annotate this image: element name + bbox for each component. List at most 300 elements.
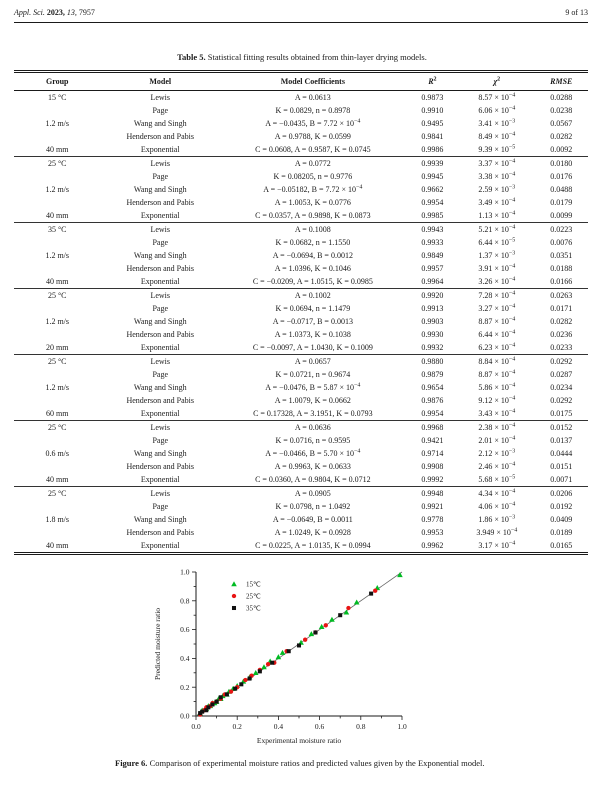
journal-pagenum: 7957 — [78, 8, 95, 17]
table-caption-label: Table 5. — [177, 52, 206, 62]
cell-rmse: 0.0192 — [550, 502, 573, 511]
cell-r2: 0.9654 — [421, 383, 444, 392]
cell-model: Exponential — [140, 343, 180, 352]
cell-group — [14, 104, 100, 117]
cell-group: 25 °C — [14, 421, 100, 435]
cell-group — [14, 368, 100, 381]
cell-coefficients: C = 0.0357, A = 0.9898, K = 0.0873 — [255, 211, 371, 220]
cell-coefficients: A = 0.0657 — [220, 355, 406, 369]
table-row — [14, 223, 588, 237]
cell-rmse: 0.0092 — [550, 145, 573, 154]
cell-chi2: $3.41 \times 10^{-3}$ — [478, 118, 516, 128]
cell-r2: 0.9954 — [421, 409, 444, 418]
running-head — [14, 8, 588, 17]
cell-r2: 0.9920 — [406, 289, 459, 303]
cell-chi2: $1.86 \times 10^{-3}$ — [478, 514, 516, 524]
table-row — [14, 183, 588, 196]
data-point — [373, 589, 377, 593]
cell-model: Page — [152, 172, 169, 181]
table-row — [14, 104, 588, 117]
table-row — [14, 394, 588, 407]
column-header: $\chi^2$ — [459, 72, 534, 91]
cell-coefficients: C = −0.0209, A = 1.0515, K = 0.0985 — [252, 277, 373, 286]
cell-rmse: 0.0180 — [535, 157, 588, 171]
cell-rmse: 0.0206 — [535, 487, 588, 501]
figure-caption-label: Figure 6. — [115, 758, 148, 768]
cell-model: Exponential — [140, 277, 180, 286]
cell-model: Lewis — [100, 487, 220, 501]
cell-coefficients: A = −0.0649, B = 0.0011 — [272, 515, 353, 524]
cell-coefficients: K = 0.0798, n = 1.0492 — [275, 502, 351, 511]
table-body — [14, 91, 588, 554]
cell-rmse: 0.0179 — [550, 198, 573, 207]
column-header: Model Coefficients — [220, 72, 406, 91]
cell-r2: 0.9495 — [421, 119, 444, 128]
cell-chi2: $3.38 \times 10^{-4}$ — [478, 171, 516, 181]
cell-group — [14, 500, 100, 513]
cell-group — [14, 526, 100, 539]
cell-group: 40 mm — [46, 211, 69, 220]
cell-chi2: $4.06 \times 10^{-4}$ — [478, 501, 516, 511]
figure-6-chart — [150, 562, 440, 754]
journal-year: 2023, — [46, 8, 65, 17]
scatter-plot — [150, 562, 440, 754]
cell-coefficients: A = 0.1008 — [220, 223, 406, 237]
cell-model: Page — [152, 106, 169, 115]
cell-chi2: $5.21 \times 10^{-4}$ — [459, 223, 534, 237]
cell-chi2: $6.06 \times 10^{-4}$ — [478, 105, 516, 115]
data-point — [233, 687, 237, 691]
x-axis-label: Experimental moisture ratio — [256, 736, 342, 745]
cell-chi2: $2.38 \times 10^{-4}$ — [459, 421, 534, 435]
cell-group: 1.2 m/s — [45, 185, 70, 194]
cell-rmse: 0.0351 — [550, 251, 573, 260]
data-point — [229, 689, 233, 693]
cell-r2: 0.9933 — [421, 238, 444, 247]
cell-coefficients: C = −0.0097, A = 1.0430, K = 0.1009 — [252, 343, 373, 352]
data-point — [266, 662, 270, 666]
cell-model: Wang and Singh — [133, 449, 187, 458]
table-row — [14, 289, 588, 303]
cell-r2: 0.9841 — [421, 132, 444, 141]
cell-r2: 0.9985 — [421, 211, 444, 220]
cell-rmse: 0.0151 — [550, 462, 573, 471]
cell-r2: 0.9662 — [421, 185, 444, 194]
data-point — [239, 682, 243, 686]
table-row — [14, 143, 588, 157]
cell-rmse: 0.0287 — [550, 370, 573, 379]
cell-chi2: $9.39 \times 10^{-5}$ — [478, 144, 516, 154]
cell-rmse: 0.0137 — [550, 436, 573, 445]
table-header-row — [14, 72, 588, 91]
data-point — [258, 669, 262, 673]
cell-model: Lewis — [100, 355, 220, 369]
cell-model: Wang and Singh — [133, 119, 187, 128]
cell-coefficients: A = 0.0772 — [220, 157, 406, 171]
cell-model: Exponential — [140, 475, 180, 484]
table-caption-text: Statistical fitting results obtained from thin-layer drying models. — [207, 52, 427, 62]
column-header: RMSE — [535, 72, 588, 91]
cell-group — [14, 394, 100, 407]
cell-r2: 0.9954 — [421, 198, 444, 207]
cell-rmse: 0.0233 — [550, 343, 573, 352]
cell-chi2: $3.26 \times 10^{-4}$ — [478, 276, 516, 286]
cell-coefficients: A = 0.9788, K = 0.0599 — [274, 132, 351, 141]
data-point — [219, 695, 223, 699]
cell-group: 40 mm — [46, 277, 69, 286]
cell-coefficients: A = 1.0249, K = 0.0928 — [274, 528, 351, 537]
cell-r2: 0.9778 — [421, 515, 444, 524]
table-row — [14, 209, 588, 223]
cell-r2: 0.9876 — [421, 396, 444, 405]
page-indicator: 9 of 13 — [565, 8, 588, 17]
cell-r2: 0.9948 — [406, 487, 459, 501]
cell-chi2: $6.23 \times 10^{-4}$ — [478, 342, 516, 352]
journal-citation — [14, 8, 95, 17]
cell-rmse: 0.0282 — [550, 132, 573, 141]
cell-group — [14, 262, 100, 275]
header-rule — [14, 22, 588, 23]
cell-coefficients: A = 0.9963, K = 0.0633 — [274, 462, 351, 471]
table-caption — [0, 52, 604, 62]
cell-rmse: 0.0152 — [535, 421, 588, 435]
cell-r2: 0.9962 — [421, 541, 444, 550]
cell-model: Henderson and Pabis — [126, 462, 195, 471]
cell-model: Henderson and Pabis — [126, 132, 195, 141]
cell-chi2: $7.28 \times 10^{-4}$ — [459, 289, 534, 303]
data-point — [287, 649, 291, 653]
legend-marker — [232, 594, 236, 598]
table-row — [14, 355, 588, 369]
cell-model: Henderson and Pabis — [126, 396, 195, 405]
table-row — [14, 130, 588, 143]
cell-group — [14, 130, 100, 143]
cell-rmse: 0.0171 — [550, 304, 573, 313]
cell-r2: 0.9939 — [406, 157, 459, 171]
cell-coefficients: A = −0.0476, $B = 5.87 \times 10^{-4}$ — [265, 382, 361, 392]
cell-group — [14, 236, 100, 249]
table-row — [14, 421, 588, 435]
cell-rmse: 0.0292 — [535, 355, 588, 369]
table-row — [14, 341, 588, 355]
cell-group: 25 °C — [14, 355, 100, 369]
cell-rmse: 0.0076 — [550, 238, 573, 247]
cell-r2: 0.9921 — [421, 502, 444, 511]
cell-rmse: 0.0234 — [550, 383, 573, 392]
column-header: $R^2$ — [406, 72, 459, 91]
cell-coefficients: K = 0.0694, n = 1.1479 — [275, 304, 351, 313]
cell-model: Wang and Singh — [133, 383, 187, 392]
cell-rmse: 0.0189 — [550, 528, 573, 537]
cell-group — [14, 196, 100, 209]
table-row — [14, 473, 588, 487]
cell-model: Henderson and Pabis — [126, 528, 195, 537]
table-row — [14, 170, 588, 183]
table-header — [14, 72, 588, 91]
table-row — [14, 407, 588, 421]
cell-group: 60 mm — [46, 409, 69, 418]
table-row — [14, 513, 588, 526]
legend-label: 25℃ — [246, 592, 261, 601]
cell-r2: 0.9943 — [406, 223, 459, 237]
cell-group: 15 °C — [14, 91, 100, 105]
cell-model: Exponential — [140, 409, 180, 418]
table-row — [14, 315, 588, 328]
cell-group: 1.2 m/s — [45, 383, 70, 392]
data-point — [210, 702, 214, 706]
cell-chi2: $3.43 \times 10^{-4}$ — [478, 408, 516, 418]
cell-r2: 0.9986 — [421, 145, 444, 154]
cell-chi2: $8.87 \times 10^{-4}$ — [478, 316, 516, 326]
cell-chi2: $2.59 \times 10^{-3}$ — [478, 184, 516, 194]
cell-model: Henderson and Pabis — [126, 264, 195, 273]
cell-model: Wang and Singh — [133, 317, 187, 326]
cell-model: Page — [152, 238, 169, 247]
cell-group: 1.8 m/s — [45, 515, 70, 524]
y-tick-label: 0.2 — [180, 682, 190, 692]
cell-rmse: 0.0236 — [550, 330, 573, 339]
legend-marker — [232, 606, 236, 610]
table-row — [14, 236, 588, 249]
cell-coefficients: K = 0.0682, n = 1.1550 — [275, 238, 351, 247]
cell-chi2: $5.86 \times 10^{-4}$ — [478, 382, 516, 392]
cell-rmse: 0.0444 — [550, 449, 573, 458]
cell-r2: 0.9873 — [406, 91, 459, 105]
table-row — [14, 262, 588, 275]
cell-group — [14, 328, 100, 341]
cell-rmse: 0.0409 — [550, 515, 573, 524]
table-row — [14, 302, 588, 315]
cell-chi2: $1.37 \times 10^{-3}$ — [478, 250, 516, 260]
journal-name: Appl. Sci. — [14, 8, 45, 17]
data-point — [215, 700, 219, 704]
cell-coefficients: A = −0.0717, B = 0.0013 — [272, 317, 353, 326]
x-tick-label: 0.6 — [314, 722, 325, 731]
cell-chi2: $3.27 \times 10^{-4}$ — [478, 303, 516, 313]
cell-model: Lewis — [100, 421, 220, 435]
cell-coefficients: C = 0.17328, A = 3.1951, K = 0.0793 — [253, 409, 373, 418]
cell-chi2: $8.84 \times 10^{-4}$ — [459, 355, 534, 369]
data-point — [313, 630, 317, 634]
cell-model: Page — [152, 370, 169, 379]
cell-coefficients: K = 0.08205, n = 0.9776 — [273, 172, 353, 181]
cell-chi2: $9.12 \times 10^{-4}$ — [478, 395, 516, 405]
x-tick-label: 1.0 — [397, 722, 407, 731]
cell-group: 1.2 m/s — [45, 119, 70, 128]
table-row — [14, 117, 588, 130]
data-point — [346, 606, 350, 610]
x-tick-label: 0.2 — [232, 722, 242, 731]
cell-coefficients: C = 0.0225, A = 1.0135, K = 0.0994 — [255, 541, 371, 550]
legend-label: 35℃ — [246, 604, 261, 613]
cell-group — [14, 434, 100, 447]
column-header: Model — [100, 72, 220, 91]
cell-coefficients: C = 0.0360, A = 0.9804, K = 0.0712 — [255, 475, 371, 484]
cell-rmse: 0.0071 — [550, 475, 573, 484]
cell-rmse: 0.0176 — [550, 172, 573, 181]
results-table — [14, 70, 588, 555]
cell-coefficients: K = 0.0721, n = 0.9674 — [275, 370, 351, 379]
x-tick-label: 0.8 — [356, 722, 366, 731]
table-row — [14, 381, 588, 394]
cell-coefficients: C = 0.0608, A = 0.9587, K = 0.0745 — [255, 145, 371, 154]
cell-coefficients: A = 1.0373, K = 0.1038 — [274, 330, 351, 339]
data-point — [225, 692, 229, 696]
cell-r2: 0.9953 — [421, 528, 444, 537]
cell-coefficients: A = −0.0466, $B = 5.70 \times 10^{-4}$ — [265, 448, 361, 458]
cell-group: 1.2 m/s — [45, 251, 70, 260]
cell-chi2: $3.37 \times 10^{-4}$ — [459, 157, 534, 171]
table-row — [14, 196, 588, 209]
cell-r2: 0.9992 — [421, 475, 444, 484]
cell-r2: 0.9930 — [421, 330, 444, 339]
cell-rmse: 0.0567 — [550, 119, 573, 128]
cell-coefficients: A = 0.0613 — [220, 91, 406, 105]
figure-caption — [115, 757, 513, 770]
cell-chi2: $3.49 \times 10^{-4}$ — [478, 197, 516, 207]
cell-group: 25 °C — [14, 487, 100, 501]
data-point — [297, 643, 301, 647]
cell-model: Wang and Singh — [133, 251, 187, 260]
table-row — [14, 157, 588, 171]
legend-marker — [231, 581, 237, 586]
cell-chi2: $2.01 \times 10^{-4}$ — [478, 435, 516, 445]
y-tick-label: 0.4 — [180, 654, 190, 663]
cell-chi2: $3.91 \times 10^{-4}$ — [478, 263, 516, 273]
cell-r2: 0.9903 — [421, 317, 444, 326]
cell-coefficients: A = 0.0636 — [220, 421, 406, 435]
cell-r2: 0.9968 — [406, 421, 459, 435]
cell-rmse: 0.0099 — [550, 211, 573, 220]
cell-group: 35 °C — [14, 223, 100, 237]
cell-r2: 0.9964 — [421, 277, 444, 286]
legend-label: 15℃ — [246, 580, 261, 589]
cell-coefficients: K = 0.0829, n = 0.8978 — [275, 106, 351, 115]
cell-rmse: 0.0488 — [550, 185, 573, 194]
data-point — [243, 678, 247, 682]
cell-chi2: $5.68 \times 10^{-5}$ — [478, 474, 516, 484]
data-point — [206, 705, 210, 709]
data-point — [338, 613, 342, 617]
cell-r2: 0.9932 — [421, 343, 444, 352]
cell-coefficients: K = 0.0716, n = 0.9595 — [275, 436, 351, 445]
cell-group — [14, 460, 100, 473]
y-tick-label: 1.0 — [180, 567, 190, 577]
table-row — [14, 434, 588, 447]
cell-coefficients: A = 1.0079, K = 0.0662 — [274, 396, 351, 405]
x-tick-label: 0.4 — [273, 722, 284, 731]
y-tick-label: 0.8 — [180, 596, 190, 606]
cell-group — [14, 302, 100, 315]
cell-chi2: $8.57 \times 10^{-4}$ — [459, 91, 534, 105]
cell-group: 1.2 m/s — [45, 317, 70, 326]
cell-r2: 0.9957 — [421, 264, 444, 273]
cell-group: 40 mm — [46, 475, 69, 484]
table-row — [14, 368, 588, 381]
x-tick-label: 0.0 — [191, 722, 201, 731]
cell-r2: 0.9879 — [421, 370, 444, 379]
cell-r2: 0.9714 — [421, 449, 444, 458]
cell-chi2: $1.13 \times 10^{-4}$ — [478, 210, 516, 220]
cell-model: Page — [152, 502, 169, 511]
cell-coefficients: A = −0.0694, B = 0.0012 — [272, 251, 353, 260]
cell-rmse: 0.0282 — [550, 317, 573, 326]
table-row — [14, 500, 588, 513]
cell-group: 0.6 m/s — [45, 449, 70, 458]
cell-chi2: $8.87 \times 10^{-4}$ — [478, 369, 516, 379]
y-tick-label: 0.0 — [180, 711, 190, 721]
cell-chi2: $6.44 \times 10^{-5}$ — [478, 237, 516, 247]
cell-r2: 0.9908 — [421, 462, 444, 471]
y-tick-label: 0.6 — [180, 625, 190, 635]
cell-coefficients: A = 1.0396, K = 0.1046 — [274, 264, 351, 273]
table-row — [14, 539, 588, 554]
cell-model: Lewis — [100, 289, 220, 303]
cell-rmse: 0.0188 — [550, 264, 573, 273]
cell-chi2: $2.46 \times 10^{-4}$ — [478, 461, 516, 471]
table-row — [14, 487, 588, 501]
cell-group — [14, 170, 100, 183]
cell-model: Lewis — [100, 91, 220, 105]
cell-chi2: $3.949 \times 10^{-4}$ — [476, 527, 518, 537]
cell-chi2: $8.49 \times 10^{-4}$ — [478, 131, 516, 141]
table-row — [14, 328, 588, 341]
cell-model: Exponential — [140, 541, 180, 550]
cell-r2: 0.9945 — [421, 172, 444, 181]
cell-r2: 0.9849 — [421, 251, 444, 260]
data-point — [280, 650, 286, 655]
cell-coefficients: A = 0.0905 — [220, 487, 406, 501]
cell-chi2: $2.12 \times 10^{-3}$ — [478, 448, 516, 458]
cell-coefficients: A = −0.0435, $B = 7.72 \times 10^{-4}$ — [265, 118, 361, 128]
cell-group: 20 mm — [46, 343, 69, 352]
table-row — [14, 460, 588, 473]
table-row — [14, 447, 588, 460]
cell-coefficients: A = −0.05182, $B = 7.72 \times 10^{-4}$ — [263, 184, 363, 194]
data-point — [303, 637, 307, 641]
figure-caption-text: Comparison of experimental moisture ratios and predicted values given by the Exponential model. — [149, 758, 485, 768]
cell-model: Henderson and Pabis — [126, 198, 195, 207]
cell-group: 40 mm — [46, 145, 69, 154]
cell-rmse: 0.0238 — [550, 106, 573, 115]
cell-r2: 0.9913 — [421, 304, 444, 313]
cell-model: Page — [152, 436, 169, 445]
cell-coefficients: A = 0.1002 — [220, 289, 406, 303]
cell-chi2: $4.34 \times 10^{-4}$ — [459, 487, 534, 501]
data-point — [248, 677, 252, 681]
cell-rmse: 0.0165 — [550, 541, 573, 550]
cell-model: Wang and Singh — [133, 515, 187, 524]
data-point — [369, 592, 373, 596]
cell-group: 25 °C — [14, 289, 100, 303]
cell-model: Lewis — [100, 157, 220, 171]
data-point — [270, 661, 274, 665]
cell-rmse: 0.0223 — [535, 223, 588, 237]
cell-model: Henderson and Pabis — [126, 330, 195, 339]
y-axis-label: Predicted moisture ratio — [153, 607, 162, 681]
table-row — [14, 91, 588, 105]
table-row — [14, 526, 588, 539]
cell-rmse: 0.0288 — [535, 91, 588, 105]
cell-model: Lewis — [100, 223, 220, 237]
data-point — [324, 623, 328, 627]
journal-volume: 13, — [66, 8, 77, 17]
cell-coefficients: A = 1.0053, K = 0.0776 — [274, 198, 351, 207]
cell-r2: 0.9910 — [421, 106, 444, 115]
table-row — [14, 249, 588, 262]
cell-model: Page — [152, 304, 169, 313]
cell-r2: 0.9880 — [406, 355, 459, 369]
